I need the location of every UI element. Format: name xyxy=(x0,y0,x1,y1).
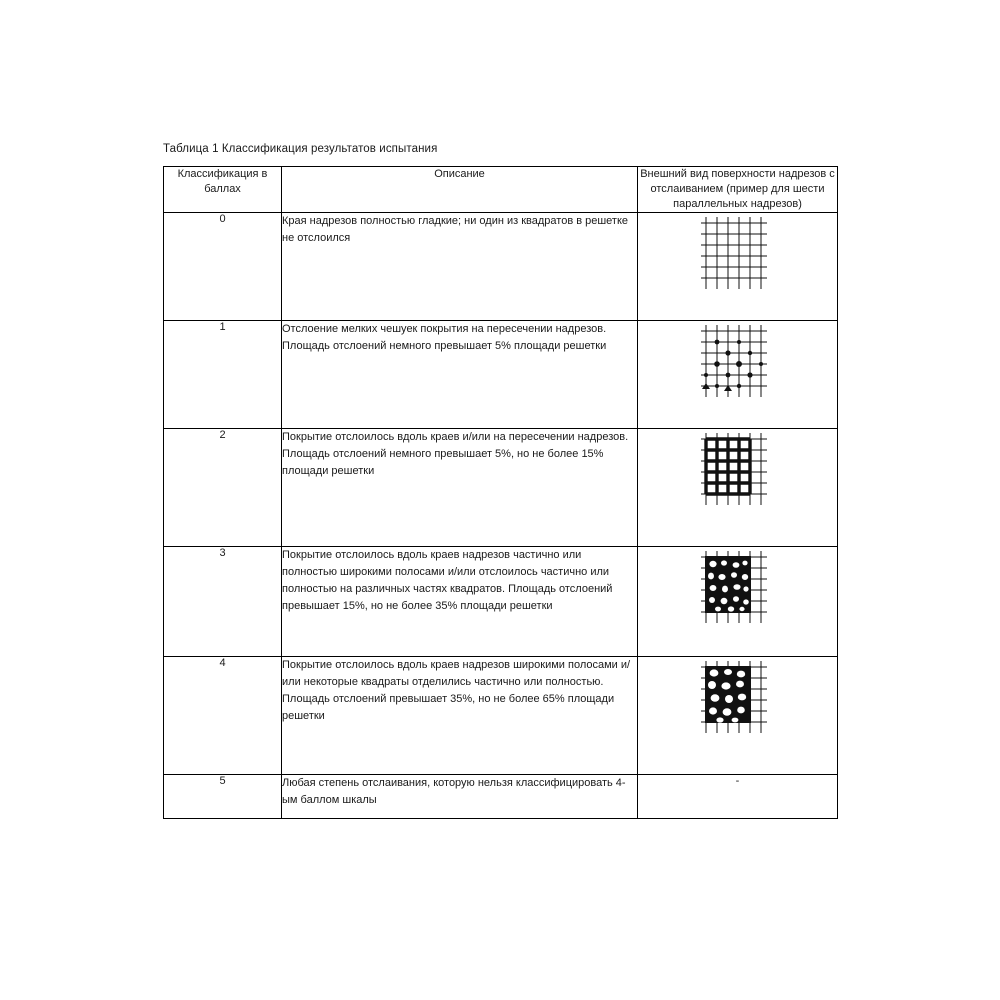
cell-score: 0 xyxy=(164,213,282,321)
table-row xyxy=(164,429,838,547)
column-header-score: Классификация в баллах xyxy=(164,167,282,213)
cell-description: Отслоение мелких чешуек покрытия на пересечении надрезов. Площадь отслоений немного превышает 5% площади решетки xyxy=(282,321,638,429)
classification-table xyxy=(163,166,838,819)
cell-description: Края надрезов полностью гладкие; ни один из квадратов в решетке не отслоился xyxy=(282,213,638,321)
table-row xyxy=(164,321,838,429)
column-header-appearance: Внешний вид поверхности надрезов с отслаиванием (пример для шести параллельных надрезов) xyxy=(638,167,838,213)
table-body xyxy=(164,213,838,819)
cell-appearance-image xyxy=(638,321,838,429)
table-row xyxy=(164,213,838,321)
cell-score: 4 xyxy=(164,657,282,775)
cell-score: 1 xyxy=(164,321,282,429)
cell-score: 5 xyxy=(164,775,282,819)
cell-appearance-image xyxy=(638,547,838,657)
cell-description: Покрытие отслоилось вдоль краев и/или на пересечении надрезов. Площадь отслоений немного превышает 5%, но не более 15% площади решетки xyxy=(282,429,638,547)
grid-pattern-2-icon xyxy=(694,429,782,509)
cell-score: 3 xyxy=(164,547,282,657)
grid-pattern-4-icon xyxy=(694,657,782,737)
cell-appearance-placeholder: - xyxy=(638,775,838,819)
grid-pattern-3-icon xyxy=(694,547,782,627)
table-row xyxy=(164,775,838,819)
table-caption: Таблица 1 Классификация результатов испытания xyxy=(163,143,438,155)
grid-pattern-0-icon xyxy=(694,213,782,293)
cell-score: 2 xyxy=(164,429,282,547)
cell-appearance-image xyxy=(638,213,838,321)
table-row xyxy=(164,657,838,775)
cell-description: Покрытие отслоилось вдоль краев надрезов широкими полосами и/или некоторые квадраты отделились частично или полностью. Площадь отслоений превышает 35%, но не более 65% площади решетки xyxy=(282,657,638,775)
table-row xyxy=(164,547,838,657)
cell-description: Покрытие отслоилось вдоль краев надрезов частично или полностью широкими полосами и/или отслоилось частично или полностью на различных частях квадратов. Площадь отслоений превышает 15%, но не более 35% площади решетки xyxy=(282,547,638,657)
cell-appearance-image xyxy=(638,657,838,775)
table-header-row xyxy=(164,167,838,213)
table-header xyxy=(164,167,838,213)
grid-pattern-1-icon xyxy=(694,321,782,401)
column-header-description: Описание xyxy=(282,167,638,213)
cell-appearance-image xyxy=(638,429,838,547)
cell-description: Любая степень отслаивания, которую нельзя классифицировать 4-ым баллом шкалы xyxy=(282,775,638,819)
